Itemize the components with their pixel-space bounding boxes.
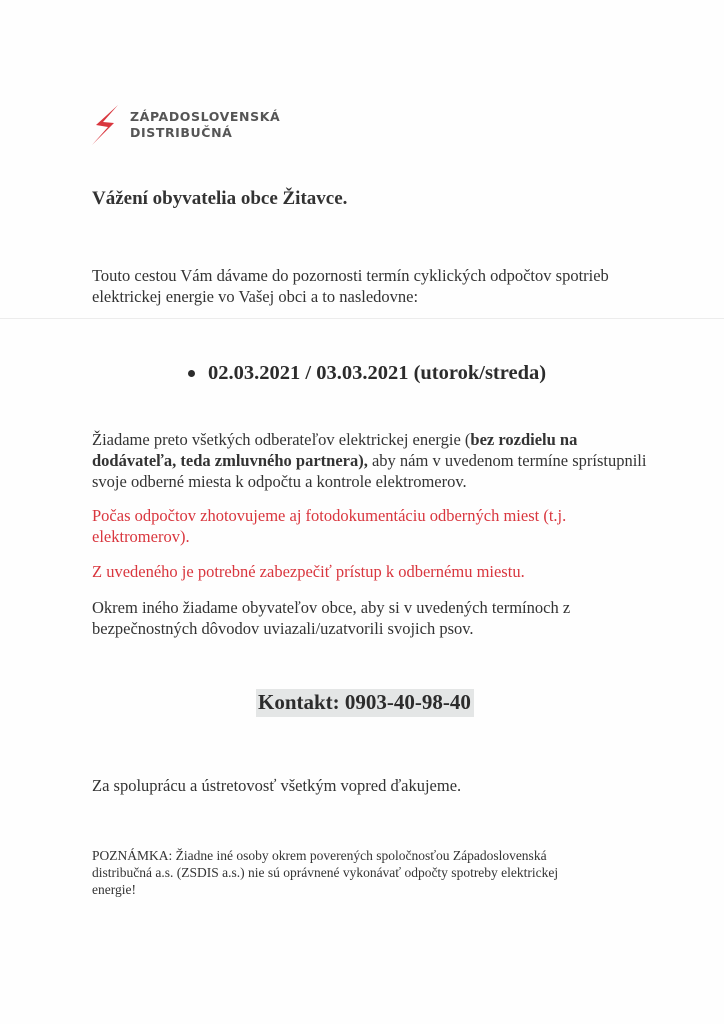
access-notice: Z uvedeného je potrebné zabezpečiť prístup k odbernému miestu. <box>92 562 525 581</box>
bullet-icon <box>188 370 195 377</box>
intro-paragraph: Touto cestou Vám dávame do pozornosti termín cyklických odpočtov spotrieb elektrickej energie vo Vašej obci a to nasledovne: <box>92 266 609 306</box>
dates-text: 02.03.2021 / 03.03.2021 (utorok/streda) <box>208 362 547 384</box>
request-text-start: Žiadame preto všetkých odberateľov elektrickej energie ( <box>92 430 471 449</box>
thanks-paragraph: Za spoluprácu a ústretovosť všetkým vopred ďakujeme. <box>92 776 462 795</box>
dogs-paragraph: Okrem iného žiadame obyvateľov obce, aby si v uvedených termínoch z bezpečnostných dôvodov uviazali/uzatvorili svojich psov. <box>92 598 571 638</box>
greeting-heading: Vážení obyvatelia obce Žitavce. <box>92 188 348 209</box>
logo-line-2: DISTRIBUČNÁ <box>130 125 233 140</box>
company-logo <box>88 103 280 147</box>
logo-wordmark <box>130 109 280 141</box>
contact-phone: Kontakt: 0903-40-98-40 <box>256 689 474 717</box>
note-paragraph: POZNÁMKA: Žiadne iné osoby okrem poverených spoločnosťou Západoslovenská distribučná a.s. (ZSDIS a.s.) nie sú oprávnené vykonávať odpočty spotreby elektrickej energie! <box>92 848 559 897</box>
request-text-bold: bez rozdielu na dodávateľa, teda zmluvného partnera), <box>92 430 578 470</box>
logo-line-1: ZÁPADOSLOVENSKÁ <box>130 109 281 124</box>
request-text-end: aby nám v uvedenom termíne sprístupnili svoje odberné miesta k odpočtu a kontrole elektromerov. <box>92 451 647 491</box>
request-paragraph <box>92 429 662 492</box>
lightning-bolt-icon <box>88 103 122 147</box>
reading-dates <box>188 362 546 385</box>
scan-artifact-line <box>0 318 724 319</box>
photo-notice: Počas odpočtov zhotovujeme aj fotodokumentáciu odberných miest (t.j. elektromerov). <box>92 506 567 546</box>
